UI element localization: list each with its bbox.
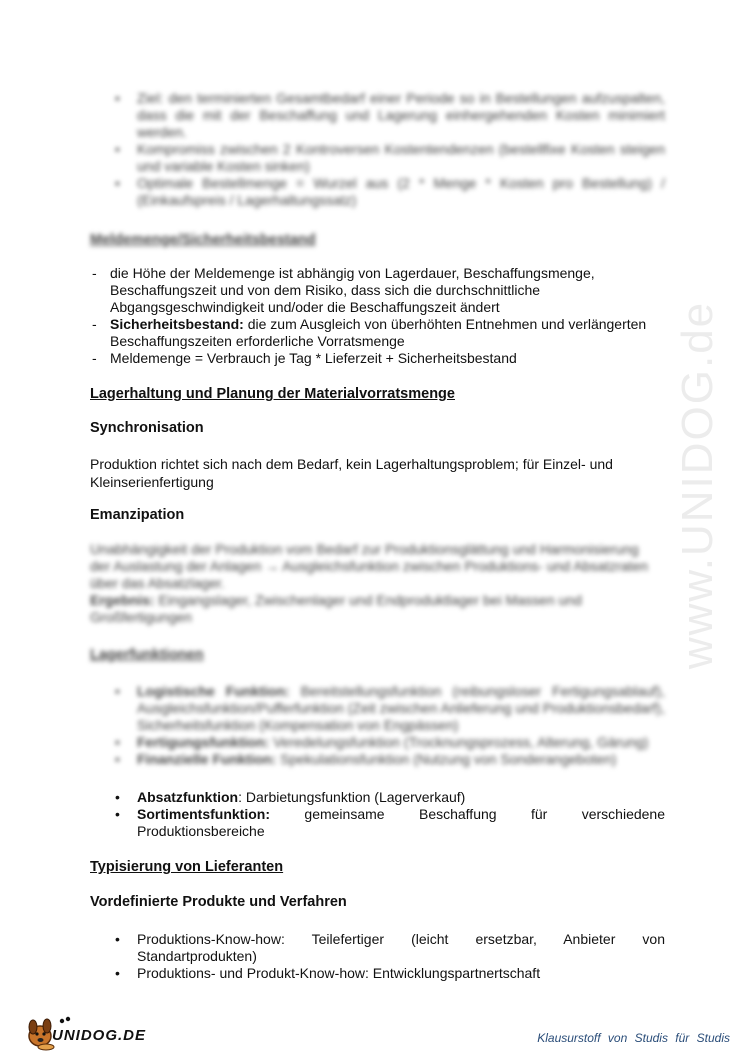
section-heading-lagerhaltung: Lagerhaltung und Planung der Materialvorratsmenge <box>90 386 455 402</box>
paragraph: Ergebnis: Eingangslager, Zwischenlager und Endproduktlager bei Massen und Großfertigungen <box>90 592 582 625</box>
section-heading-lieferanten: Typisierung von Lieferanten <box>90 859 284 875</box>
list-item: • Fertigungsfunktion: Veredelungsfunktion (Trocknungsprozess, Alterung, Gärung) <box>115 734 649 750</box>
list-item: • Finanzielle Funktion: Spekulationsfunktion (Nutzung von Sonderangeboten) <box>115 751 617 767</box>
emanzipation-text-blurred <box>90 541 660 626</box>
list-item: - die Höhe der Meldemenge ist abhängig von Lagerdauer, Beschaffungsmenge, Beschaffungszeit und von dem Risiko, dass sich die durchschnittliche Abgangsgeschwindigkeit und/oder die Beschaffungszeit ändert <box>92 265 595 315</box>
blurred-top-list <box>115 90 665 209</box>
list-item: • Ziel: den terminierten Gesamtbedarf einer Periode so in Bestellungen aufzuspalten, dass die mit der Beschaffung und Lagerung einhergehenden Kosten minimiert werden. <box>115 90 665 140</box>
list-item: • Optimale Bestellmenge = Wurzel aus (2 * Menge * Kosten pro Bestellung) / (Einkaufspreis / Lagerhaltungssatz) <box>115 175 665 208</box>
list-item: • Absatzfunktion: Darbietungsfunktion (Lagerverkauf) <box>115 789 466 805</box>
lagerfunktionen-blurred-list <box>115 683 665 768</box>
list-item: - Sicherheitsbestand: die zum Ausgleich von überhöhten Entnehmen und verlängerten Beschaffungszeiten erforderliche Vorratsmenge <box>92 316 647 349</box>
synchronisation-text: Produktion richtet sich nach dem Bedarf, kein Lagerhaltungsproblem; für Einzel- und Kleinserienfertigung <box>90 456 613 490</box>
list-item: • Sortimentsfunktion: gemeinsame Beschaffung für verschiedene Produktionsbereiche <box>115 806 665 839</box>
paragraph: Unabhängigkeit der Produktion vom Bedarf zur Produktionsglättung und Harmonisierung der Auslastung der Anlagen → Ausgleichsfunktion zwischen Produktions- und Absatzraten über das Absatzlager. <box>90 541 649 591</box>
footer-tagline: Klausurstoff von Studis für Studis <box>537 1031 730 1045</box>
list-item: • Logistische Funktion: Bereitstellungsfunktion (reibungsloser Fertigungsablauf), Ausgleichsfunktion/Pufferfunktion (Zeit zwischen Anlieferung und Produktionsbedarf), Sicherheitsfunktion (Kompensation von Engpässen) <box>115 683 665 733</box>
list-item: • Kompromiss zwischen 2 Kontroversen Kostentendenzen (bestellfixe Kosten steigen und variable Kosten sinken) <box>115 141 665 174</box>
section-heading-lagerfunktionen: Lagerfunktionen <box>90 647 204 663</box>
list-item: • Produktions- und Produkt-Know-how: Entwicklungspartnertschaft <box>115 965 541 981</box>
list-item: - Meldemenge = Verbrauch je Tag * Lieferzeit + Sicherheitsbestand <box>92 350 517 366</box>
sub-heading-vordefinierte-produkte: Vordefinierte Produkte und Verfahren <box>90 894 347 910</box>
logo-text: UNIDOG.DE <box>52 1027 147 1044</box>
lieferanten-list <box>115 931 665 982</box>
lagerfunktionen-list <box>115 789 665 840</box>
section-heading-meldemenge: Meldemenge/Sicherheitsbestand <box>90 232 316 248</box>
meldemenge-list <box>90 265 665 367</box>
sub-heading-emanzipation: Emanzipation <box>90 507 185 523</box>
sub-heading-synchronisation: Synchronisation <box>90 420 204 436</box>
document-page: • Ziel: den terminierten Gesamtbedarf einer Periode so in Bestellungen aufzuspalten, dass die mit der Beschaffung und Lagerung einhergehenden Kosten minimiert werden. • Kompromiss zwischen 2 Kontroversen Kostentendenzen (bestellfixe Kosten steigen und variable Kosten sinken) • Optimale Bestellmenge = Wurzel aus (2 * Menge * Kosten pro Bestellung) / (Einkaufspreis / Lagerhaltungssatz) Meldemenge/Sicherheitsbestand - die Höhe der Meldemenge ist abhängig von Lagerdauer, Beschaffungsmenge, Beschaffungszeit und von dem Risiko, dass sich die durchschnittliche Abgangsgeschwindigkeit und/oder die Beschaffungszeit ändert - Sicherheitsbestand: die zum Ausgleich von überhöhten Entnehmen und verlängerten Beschaffungszeiten erforderliche Vorratsmenge - Meldemenge = Verbrauch je Tag * Lieferzeit + Sicherheitsbestand Lagerhaltung und Planung der Materialvorratsmenge Synchronisation Produktion richtet sich nach dem Bedarf, kein Lagerhaltungsproblem; für Einzel- und Kleinserienfertigung Emanzipation Unabhängigkeit der Produktion vom Bedarf zur Produktionsglättung und Harmonisierung der Auslastung der Anlagen → Ausgleichsfunktion zwischen Produktions- und Absatzraten über das Absatzlager. Ergebnis: Eingangslager, Zwischenlager und Endproduktlager bei Massen und Großfertigungen Lagerfunktionen • Logistische Funktion: Bereitstellungsfunktion (reibungsloser Fertigungsablauf), Ausgleichsfunktion/Pufferfunktion (Zeit zwischen Anlieferung und Produktionsbedarf), Sicherheitsfunktion (Kompensation von Engpässen) • Fertigungsfunktion: Veredelungsfunktion (Trocknungsprozess, Alterung, Gärung) • Finanzielle Funktion: Spekulationsfunktion (Nutzung von Sonderangeboten) • Absatzfunktion: Darbietungsfunktion (Lagerverkauf) • Sortimentsfunktion: gemeinsame Beschaffung für verschiedene Produktionsbereiche Typisierung von Lieferanten Vordefinierte Produkte und Verfahren • Produktions-Know-how: Teilefertiger (leicht ersetzbar, Anbieter von Standartprodukten) • Produktions- und Produkt-Know-how: Entwicklungspartnertschaft www.UNIDOG.de UNIDOG.DE Klausurstoff von Studis für Studis <box>0 0 750 1060</box>
list-item: • Produktions-Know-how: Teilefertiger (leicht ersetzbar, Anbieter von Standartprodukten) <box>115 931 665 964</box>
